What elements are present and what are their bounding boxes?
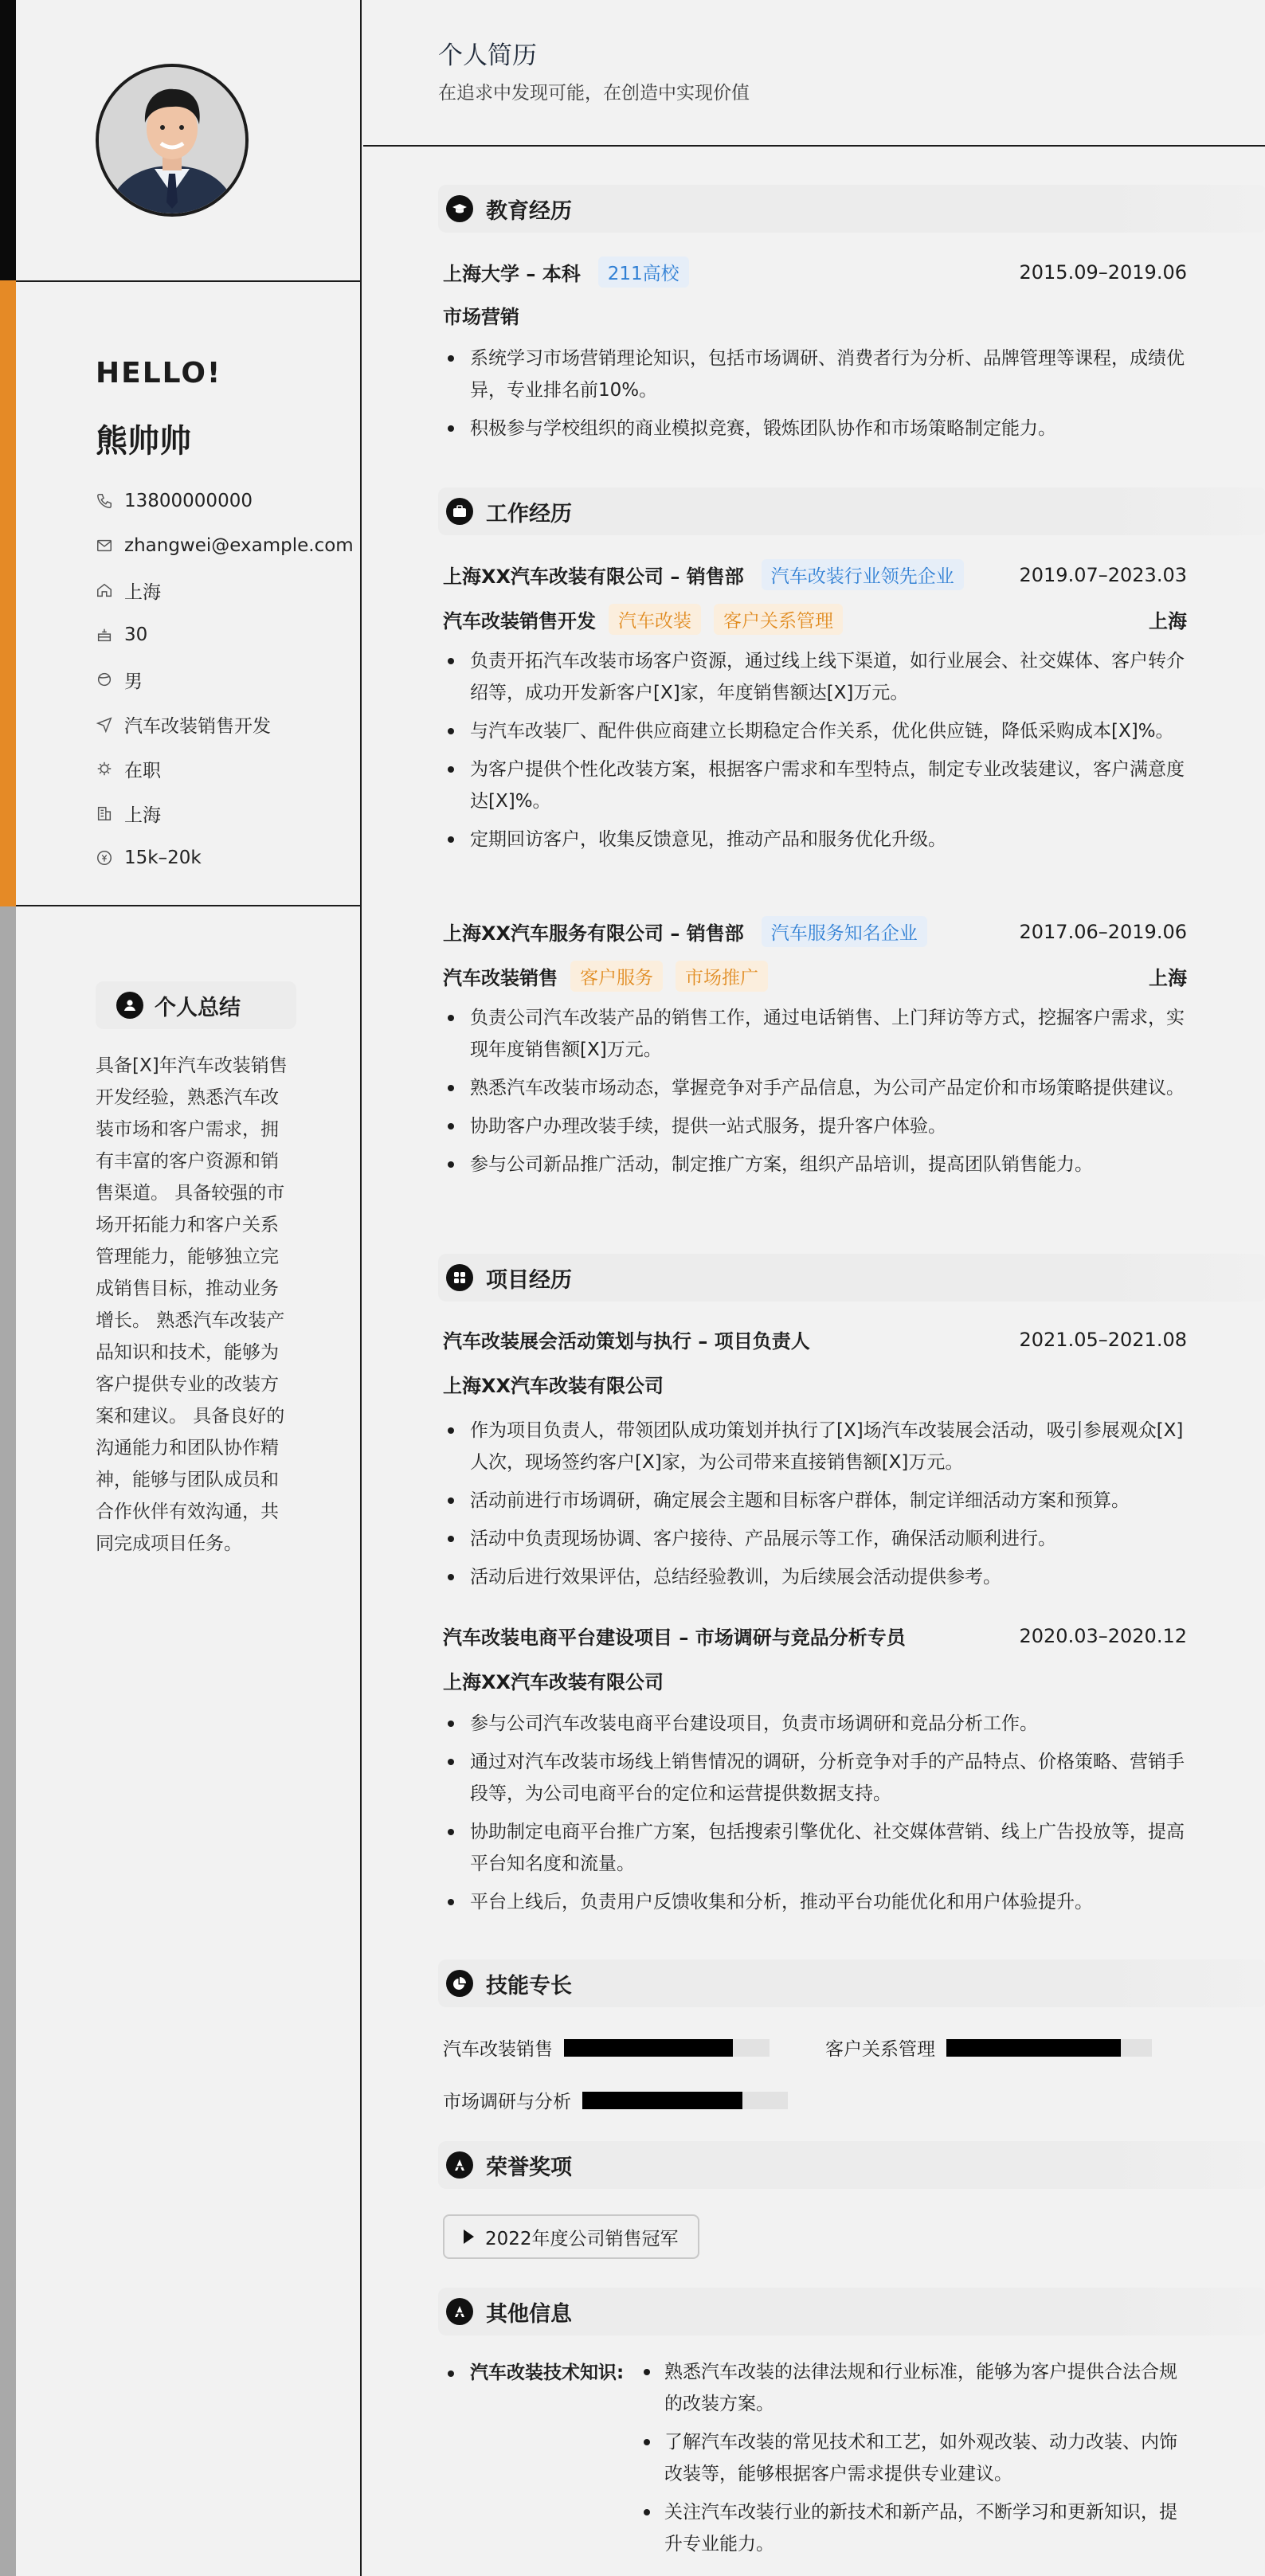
job-2-bullets bbox=[443, 1002, 1187, 1187]
summary-title: 个人总结 bbox=[155, 995, 241, 1020]
contact-salary bbox=[96, 836, 366, 880]
list-item: 积极参与学校组织的商业模拟竞赛，锻炼团队协作和市场策略制定能力。 bbox=[443, 413, 1187, 444]
main-content bbox=[363, 0, 1265, 2576]
award-icon bbox=[446, 2151, 473, 2179]
award-text: 2022年度公司销售冠军 bbox=[485, 2228, 679, 2249]
project-1-row bbox=[443, 1325, 1187, 1353]
list-item: 了解汽车改装的常见技术和工艺，如外观改装、动力改装、内饰改装等，能够根据客户需求提供专业建议。 bbox=[637, 2426, 1195, 2490]
honors-header bbox=[438, 2141, 1265, 2189]
job-2-row bbox=[443, 916, 1187, 947]
education-row bbox=[443, 256, 1187, 288]
list-item: 关注汽车改装行业的新技术和新产品，不断学习和更新知识，提升专业能力。 bbox=[637, 2496, 1195, 2560]
user-icon bbox=[116, 992, 143, 1019]
sidebar bbox=[16, 0, 362, 2576]
job-1-date: 2019.07–2023.03 bbox=[1019, 563, 1187, 586]
contact-gender bbox=[96, 657, 366, 702]
contact-status bbox=[96, 746, 366, 791]
education-major: 市场营销 bbox=[443, 306, 519, 328]
contact-list bbox=[96, 479, 366, 880]
sidebar-divider bbox=[16, 905, 362, 906]
work-title: 工作经历 bbox=[486, 501, 572, 527]
skill-bar-fill bbox=[582, 2092, 742, 2109]
list-item: 协助客户办理改装手续，提供一站式服务，提升客户体验。 bbox=[443, 1110, 1187, 1142]
list-item: 负责开拓汽车改装市场客户资源，通过线上线下渠道，如行业展会、社交媒体、客户转介绍等，成功开发新客户[X]家，年度销售额达[X]万元。 bbox=[443, 645, 1187, 709]
play-icon bbox=[464, 2230, 474, 2244]
skill-name: 汽车改装销售 bbox=[443, 2039, 553, 2060]
job-1-role-row bbox=[443, 604, 1187, 635]
contact-age-text: 30 bbox=[124, 624, 148, 645]
status-icon bbox=[96, 760, 113, 777]
page-title: 个人简历 bbox=[438, 41, 537, 70]
education-header bbox=[438, 185, 1265, 233]
cake-icon bbox=[96, 626, 113, 644]
skill-bar bbox=[564, 2039, 770, 2057]
project-2-org: 上海XX汽车改装有限公司 bbox=[443, 1671, 664, 1693]
job-1-company-tag: 汽车改装行业领先企业 bbox=[762, 559, 964, 590]
project-1-org: 上海XX汽车改装有限公司 bbox=[443, 1375, 664, 1397]
skill-item bbox=[825, 2034, 1152, 2061]
list-item: 活动后进行效果评估，总结经验教训，为后续展会活动提供参考。 bbox=[443, 1561, 1187, 1593]
contact-home-text: 上海 bbox=[124, 581, 161, 603]
list-item: 系统学习市场营销理论知识，包括市场调研、消费者行为分析、品牌管理等课程，成绩优异，专业排名前10%。 bbox=[443, 343, 1187, 406]
skill-item bbox=[443, 2087, 788, 2113]
summary-text: 具备[X]年汽车改装销售开发经验，熟悉汽车改装市场和客户需求，拥有丰富的客户资源和销售渠道。 具备较强的市场开拓能力和客户关系管理能力，能够独立完成销售目标，推动业务增长。 熟悉汽车改装产品知识和技术，能够为客户提供专业的改装方案和建议。 具备良好的沟通能力和团队协作精神，能够与团队成员和合作伙伴有效沟通，共同完成项目任务。 bbox=[96, 1055, 288, 1554]
list-item: 作为项目负责人，带领团队成功策划并执行了[X]场汽车改装展会活动，吸引参展观众[X]人次，现场签约客户[X]家，为公司带来直接销售额[X]万元。 bbox=[443, 1415, 1187, 1478]
job-1-row bbox=[443, 559, 1187, 590]
gender-icon bbox=[96, 671, 113, 688]
job-1-tag: 客户关系管理 bbox=[714, 604, 843, 635]
job-2-company: 上海XX汽车服务有限公司 – 销售部 bbox=[443, 922, 744, 945]
hello-heading: HELLO! bbox=[96, 357, 222, 390]
other-title: 其他信息 bbox=[486, 2301, 572, 2327]
sidebar-accent-black bbox=[0, 0, 16, 280]
contact-email bbox=[96, 523, 366, 568]
job-2-tag: 市场推广 bbox=[676, 961, 768, 992]
skill-name: 市场调研与分析 bbox=[443, 2092, 571, 2112]
other-key bbox=[443, 2358, 624, 2384]
job-2-city: 上海 bbox=[1149, 967, 1187, 989]
contact-phone-text: 13800000000 bbox=[124, 491, 253, 511]
sidebar-accent-orange bbox=[0, 280, 16, 906]
job-1-bullets bbox=[443, 645, 1187, 862]
skill-item bbox=[443, 2034, 770, 2061]
education-major-row bbox=[443, 301, 1187, 329]
page-subtitle: 在追求中发现可能，在创造中实现价值 bbox=[438, 83, 750, 104]
contact-city-text: 上海 bbox=[124, 805, 161, 826]
education-title: 教育经历 bbox=[486, 198, 572, 224]
phone-icon bbox=[96, 492, 113, 510]
contact-salary-text: 15k–20k bbox=[124, 848, 202, 868]
projects-header bbox=[438, 1254, 1265, 1302]
chart-icon bbox=[446, 1970, 473, 1997]
project-2-date: 2020.03–2020.12 bbox=[1019, 1624, 1187, 1647]
project-1-date: 2021.05–2021.08 bbox=[1019, 1328, 1187, 1351]
home-icon bbox=[96, 581, 113, 599]
list-item: 协助制定电商平台推广方案，包括搜索引擎优化、社交媒体营销、线上广告投放等，提高平台知名度和流量。 bbox=[443, 1816, 1187, 1880]
avatar bbox=[96, 64, 249, 217]
job-1-role: 汽车改装销售开发 bbox=[443, 610, 596, 632]
project-1-org-row bbox=[443, 1370, 1187, 1398]
info-icon bbox=[446, 2298, 473, 2325]
list-item: 为客户提供个性化改装方案，根据客户需求和车型特点，制定专业改装建议，客户满意度达[X]%。 bbox=[443, 754, 1187, 817]
email-icon bbox=[96, 537, 113, 554]
skill-bar-fill bbox=[564, 2039, 733, 2057]
contact-gender-text: 男 bbox=[124, 671, 143, 692]
briefcase-icon bbox=[446, 498, 473, 525]
contact-status-text: 在职 bbox=[124, 760, 161, 781]
contact-city bbox=[96, 791, 366, 836]
job-2-date: 2017.06–2019.06 bbox=[1019, 920, 1187, 943]
project-2-name: 汽车改装电商平台建设项目 – 市场调研与竞品分析专员 bbox=[443, 1627, 906, 1649]
list-item: 活动前进行市场调研，确定展会主题和目标客户群体，制定详细活动方案和预算。 bbox=[443, 1485, 1187, 1517]
sidebar-divider bbox=[16, 280, 362, 282]
sidebar-accent-gray bbox=[0, 906, 16, 2576]
person-name: 熊帅帅 bbox=[96, 423, 191, 460]
contact-home bbox=[96, 568, 366, 613]
summary-header bbox=[96, 981, 296, 1029]
list-item: 活动中负责现场协调、客户接待、产品展示等工作，确保活动顺利进行。 bbox=[443, 1523, 1187, 1555]
education-date: 2015.09–2019.06 bbox=[1019, 260, 1187, 284]
project-1-name: 汽车改装展会活动策划与执行 – 项目负责人 bbox=[443, 1330, 810, 1353]
other-header bbox=[438, 2288, 1265, 2335]
contact-age bbox=[96, 613, 366, 657]
skills-title: 技能专长 bbox=[486, 1973, 572, 1999]
contact-email-text: zhangwei@example.com bbox=[124, 535, 354, 556]
send-icon bbox=[96, 715, 113, 733]
job-1-tag: 汽车改装 bbox=[609, 604, 701, 635]
project-1-bullets bbox=[443, 1415, 1187, 1599]
grid-icon bbox=[446, 1264, 473, 1291]
skill-bar bbox=[582, 2092, 788, 2109]
job-2-role: 汽车改装销售 bbox=[443, 967, 558, 989]
project-2-org-row bbox=[443, 1666, 1187, 1694]
work-header bbox=[438, 487, 1265, 535]
job-1-company: 上海XX汽车改装有限公司 – 销售部 bbox=[443, 566, 744, 588]
list-item: 参与公司新品推广活动，制定推广方案，组织产品培训，提高团队销售能力。 bbox=[443, 1149, 1187, 1180]
bullet-dot bbox=[448, 2370, 454, 2377]
graduation-cap-icon bbox=[446, 195, 473, 222]
project-2-row bbox=[443, 1622, 1187, 1650]
education-bullets bbox=[443, 343, 1187, 451]
honors-title: 荣誉奖项 bbox=[486, 2155, 572, 2180]
education-tag: 211高校 bbox=[598, 256, 689, 288]
other-bullets bbox=[637, 2356, 1195, 2566]
project-2-bullets bbox=[443, 1708, 1187, 1924]
money-icon bbox=[96, 849, 113, 867]
list-item: 负责公司汽车改装产品的销售工作，通过电话销售、上门拜访等方式，挖掘客户需求，实现年度销售额[X]万元。 bbox=[443, 1002, 1187, 1066]
skills-header bbox=[438, 1959, 1265, 2007]
contact-position-text: 汽车改装销售开发 bbox=[124, 715, 271, 737]
header-divider bbox=[363, 145, 1265, 147]
list-item: 平台上线后，负责用户反馈收集和分析，推动平台功能优化和用户体验提升。 bbox=[443, 1886, 1187, 1918]
job-2-tag: 客户服务 bbox=[570, 961, 663, 992]
list-item: 与汽车改装厂、配件供应商建立长期稳定合作关系，优化供应链，降低采购成本[X]%。 bbox=[443, 715, 1187, 747]
job-2-role-row bbox=[443, 961, 1187, 992]
list-item: 定期回访客户，收集反馈意见，推动产品和服务优化升级。 bbox=[443, 824, 1187, 855]
job-1-city: 上海 bbox=[1149, 610, 1187, 632]
list-item: 熟悉汽车改装市场动态，掌握竞争对手产品信息，为公司产品定价和市场策略提供建议。 bbox=[443, 1072, 1187, 1104]
skill-name: 客户关系管理 bbox=[825, 2039, 935, 2060]
list-item: 参与公司汽车改装电商平台建设项目，负责市场调研和竞品分析工作。 bbox=[443, 1708, 1187, 1740]
other-key-label: 汽车改装技术知识: bbox=[470, 2363, 625, 2383]
building-icon bbox=[96, 805, 113, 822]
skill-bar bbox=[946, 2039, 1152, 2057]
skill-bar-fill bbox=[946, 2039, 1121, 2057]
award-chip bbox=[443, 2214, 699, 2259]
avatar-photo bbox=[99, 67, 245, 213]
list-item: 熟悉汽车改装的法律法规和行业标准，能够为客户提供合法合规的改装方案。 bbox=[637, 2356, 1195, 2420]
list-item: 通过对汽车改装市场线上销售情况的调研，分析竞争对手的产品特点、价格策略、营销手段等，为公司电商平台的定位和运营提供数据支持。 bbox=[443, 1746, 1187, 1810]
contact-phone bbox=[96, 479, 366, 523]
projects-title: 项目经历 bbox=[486, 1267, 572, 1293]
contact-position bbox=[96, 702, 366, 746]
job-2-company-tag: 汽车服务知名企业 bbox=[762, 916, 927, 947]
education-school: 上海大学 – 本科 bbox=[443, 263, 581, 285]
